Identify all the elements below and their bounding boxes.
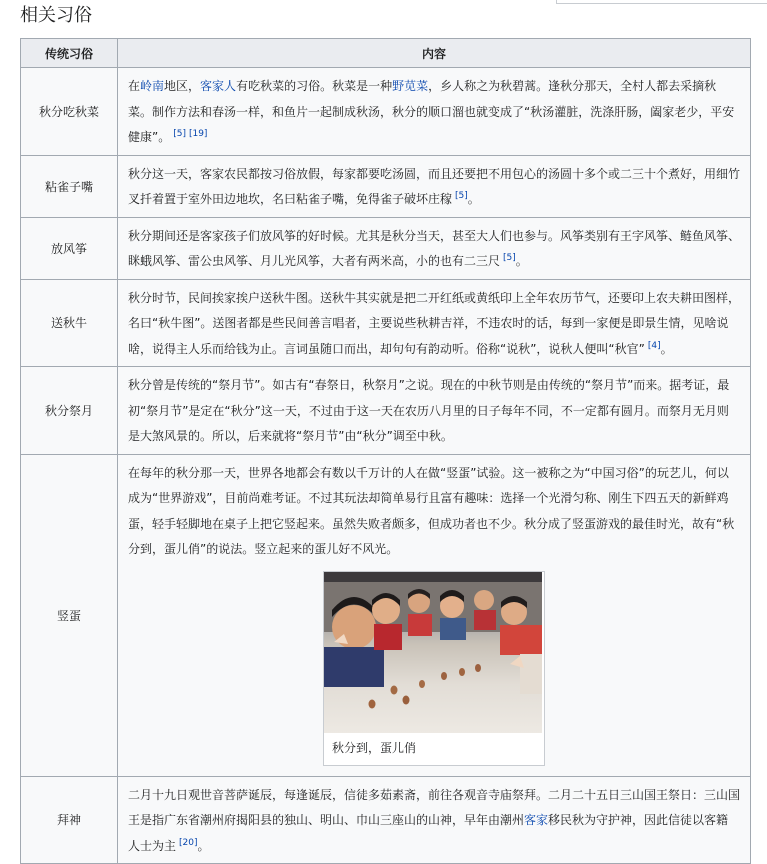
citation-ref[interactable]: [5] bbox=[173, 129, 186, 139]
citation-ref[interactable]: [19] bbox=[188, 129, 208, 139]
content-paragraph bbox=[128, 224, 740, 275]
custom-name: 拜神 bbox=[21, 776, 118, 864]
content-text: 秋分期间还是客家孩子们放风筝的好时候。尤其是秋分当天，甚至大人们也参与。风筝类别有王字风筝、鲢鱼风筝、眯蛾风筝、雷公虫风筝、月儿光风筝，大者有两米高，小的也有二三尺 bbox=[128, 228, 741, 268]
content-paragraph bbox=[128, 162, 740, 213]
content-text: 。 bbox=[660, 341, 673, 356]
content-text: 地区， bbox=[164, 79, 201, 93]
wiki-link[interactable]: 野苋菜 bbox=[392, 79, 429, 93]
content-text: 。 bbox=[467, 192, 480, 206]
table-row bbox=[21, 367, 751, 455]
content-text: 在每年的秋分那一天，世界各地都会有数以千万计的人在做“竖蛋”试验。这一被称之为“中国习俗”的玩艺儿，何以成为“世界游戏”，目前尚难考证。不过其玩法却简单易行且富有趣味：选择一个光滑匀称、刚生下四五天的新鲜鸡蛋，轻手轻脚地在桌子上把它竖起来。虽然失败者颇多，但成功者也不少。秋分成了竖蛋游戏的最佳时光，故有“秋分到，蛋儿俏”的说法。竖立起来的蛋儿好不风光。 bbox=[128, 465, 735, 556]
content-paragraph bbox=[128, 286, 740, 363]
eggs-row bbox=[369, 664, 482, 709]
custom-name: 竖蛋 bbox=[21, 454, 118, 776]
custom-name: 送秋牛 bbox=[21, 279, 118, 367]
content-paragraph bbox=[128, 783, 740, 860]
content-text: 在 bbox=[128, 79, 141, 93]
table-row bbox=[21, 279, 751, 367]
custom-name: 秋分祭月 bbox=[21, 367, 118, 455]
egg-standing-photo[interactable] bbox=[324, 572, 542, 733]
custom-name: 秋分吃秋菜 bbox=[21, 68, 118, 156]
table-row bbox=[21, 217, 751, 279]
citation-ref[interactable]: [5] bbox=[455, 191, 468, 201]
figure-thumbnail bbox=[323, 571, 545, 766]
wiki-link[interactable]: 客家人 bbox=[200, 79, 237, 93]
wiki-link[interactable]: 客家 bbox=[524, 813, 549, 827]
custom-content bbox=[118, 155, 751, 217]
wiki-link[interactable]: 岭南 bbox=[140, 79, 165, 93]
custom-content bbox=[118, 454, 751, 776]
custom-content bbox=[118, 776, 751, 864]
photo-illustration bbox=[324, 572, 542, 733]
table-header-row bbox=[21, 39, 751, 68]
content-paragraph bbox=[128, 74, 740, 151]
customs-table bbox=[20, 38, 751, 864]
top-panel-edge bbox=[556, 0, 767, 4]
citation-ref[interactable]: [5] bbox=[503, 253, 516, 263]
section-heading: 相关习俗 bbox=[20, 5, 92, 26]
citation-ref[interactable]: [20] bbox=[179, 837, 198, 848]
content-text: 二月十九日观世音菩萨诞辰，每逢诞辰，信徒多茹素斋，前往各观音寺庙祭拜。二月二十五日三山国王祭日：三山国王是指广东省潮州府揭阳县的独山、明山、巾山三座山的山神，早年由潮州 bbox=[128, 787, 741, 827]
content-text: 。 bbox=[197, 838, 210, 853]
content-text: 秋分曾是传统的“祭月节”。如古有“春祭日，秋祭月”之说。现在的中秋节则是由传统的“祭月节”而来。据考证，最初“祭月节”是定在“秋分”这一天，不过由于这一天在农历八月里的日子每年不同，不一定都有圆月。而祭月无月则是大煞风景的。所以，后来就将“祭月节”由“秋分”调至中秋。 bbox=[128, 378, 730, 443]
custom-content bbox=[118, 68, 751, 156]
column-header-content: 内容 bbox=[118, 39, 751, 68]
content-text: ，乡人称之为秋碧蒿。逢秋分那天，全村人都去采摘秋菜。制作方法和春汤一样，和鱼片一起制成秋汤，秋分的顺口溜也就变成了“秋汤灌脏，洗涤肝肠，阖家老少，平安健康”。 bbox=[128, 79, 735, 144]
content-text: 移民秋为守护神，因此信徒以客籍人士为主 bbox=[128, 813, 729, 853]
custom-content bbox=[118, 279, 751, 367]
figure-caption: 秋分到，蛋儿俏 bbox=[332, 740, 417, 755]
column-header-custom: 传统习俗 bbox=[21, 39, 118, 68]
table-row bbox=[21, 776, 751, 864]
custom-content bbox=[118, 367, 751, 455]
content-text: 秋分这一天，客家农民都按习俗放假，每家都要吃汤圆，而且还要把不用包心的汤圆十多个或二三十个煮好，用细竹叉扦着置于室外田边地坎，名曰粘雀子嘴，免得雀子破坏庄稼 bbox=[128, 166, 741, 206]
custom-name: 粘雀子嘴 bbox=[21, 155, 118, 217]
content-text: 。 bbox=[515, 254, 528, 268]
content-paragraph bbox=[128, 373, 740, 450]
content-text: 秋分时节，民间挨家挨户送秋牛图。送秋牛其实就是把二开红纸或黄纸印上全年农历节气，还要印上农夫耕田图样，名曰“秋牛图”。送图者都是些民间善言唱者，主要说些秋耕吉祥，不违农时的话，每到一家便是即景生情，见啥说啥，说得主人乐而给钱为止。言词虽随口而出，却句句有韵动听。俗称“说秋”，说秋人便叫“秋官” bbox=[128, 290, 741, 356]
custom-name: 放风筝 bbox=[21, 217, 118, 279]
table-row bbox=[21, 68, 751, 156]
content-paragraph bbox=[128, 461, 740, 563]
custom-content bbox=[118, 217, 751, 279]
table-row bbox=[21, 454, 751, 776]
citation-ref[interactable]: [4] bbox=[647, 340, 661, 351]
content-text: 有吃秋菜的习俗。秋菜是一种 bbox=[236, 79, 393, 93]
table-row bbox=[21, 155, 751, 217]
